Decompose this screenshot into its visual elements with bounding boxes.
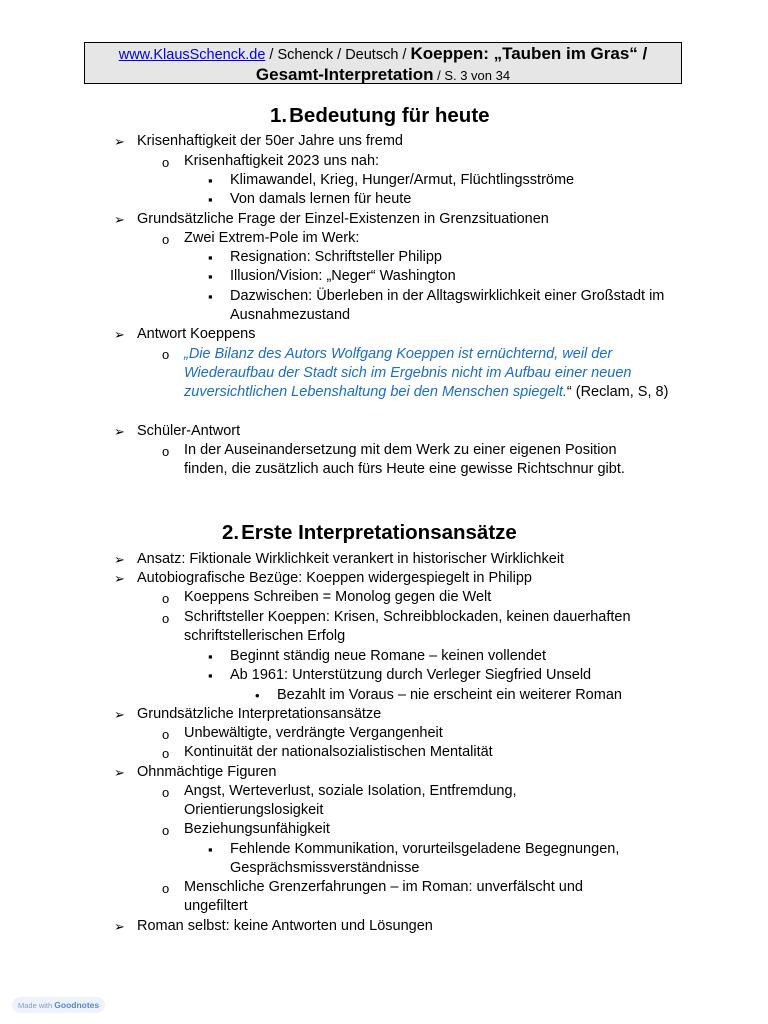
list-item: Koeppens Schreiben = Monolog gegen die Welt [184, 589, 492, 605]
header-path: / Schenck / Deutsch / [265, 47, 411, 63]
section-1-title: Bedeutung für heute [289, 104, 490, 127]
section-2-number: 2. [222, 521, 240, 544]
section-2-heading [222, 521, 517, 545]
list-item: Schüler-Antwort [137, 423, 241, 439]
circle-bullet-icon: o [162, 823, 170, 838]
goodnotes-badge [12, 997, 105, 1013]
circle-bullet-icon: o [162, 727, 170, 742]
circle-bullet-icon: o [162, 611, 170, 626]
list-item: Kontinuität der nationalsozialistischen Mentalität [184, 744, 493, 760]
circle-bullet-icon: o [162, 785, 170, 800]
circle-bullet-icon: o [162, 232, 170, 247]
list-item: Fehlende Kommunikation, vorurteilsgeladene Begegnungen, Gesprächsmissverständnisse [230, 841, 620, 877]
list-item: Grundsätzliche Interpretationsansätze [137, 706, 382, 722]
section-1-number: 1. [270, 104, 288, 127]
arrow-bullet-icon: ➢ [114, 424, 125, 439]
circle-bullet-icon: o [162, 881, 170, 896]
list-item: Unbewältigte, verdrängte Vergangenheit [184, 725, 443, 741]
square-bullet-icon: ▪ [208, 269, 213, 284]
list-item: Krisenhaftigkeit der 50er Jahre uns fremd [137, 133, 403, 149]
list-item: In der Auseinandersetzung mit dem Werk zu einer eigenen Position finden, die zusätzlich auch fürs Heute eine gewisse Richtschnur gibt. [184, 442, 625, 478]
badge-prefix: Made with [18, 1001, 53, 1010]
circle-bullet-icon: o [162, 591, 170, 606]
list-item: Bezahlt im Voraus – nie erscheint ein weiterer Roman [277, 687, 622, 703]
square-bullet-icon: ▪ [208, 668, 213, 683]
list-item: Krisenhaftigkeit 2023 uns nah: [184, 153, 380, 169]
circle-bullet-icon: o [162, 444, 170, 459]
list-item: Grundsätzliche Frage der Einzel-Existenzen in Grenzsituationen [137, 211, 549, 227]
badge-brand: Goodnotes [54, 1000, 100, 1010]
square-bullet-icon: ▪ [208, 192, 213, 207]
list-item: Antwort Koeppens [137, 326, 256, 342]
header-title-line2: Gesamt-Interpretation [255, 65, 434, 84]
arrow-bullet-icon: ➢ [114, 707, 125, 722]
arrow-bullet-icon: ➢ [114, 919, 125, 934]
circle-bullet-icon: o [162, 347, 170, 362]
list-item: Klimawandel, Krieg, Hunger/Armut, Flüchtlingsströme [230, 172, 575, 188]
list-item: Autobiografische Bezüge: Koeppen widergespiegelt in Philipp [137, 570, 532, 586]
square-bullet-icon: ▪ [208, 289, 213, 304]
arrow-bullet-icon: ➢ [114, 212, 125, 227]
circle-bullet-icon: o [162, 746, 170, 761]
page-header [84, 42, 682, 84]
square-bullet-icon: ▪ [208, 173, 213, 188]
square-bullet-icon: ▪ [208, 842, 213, 857]
header-title-line1: Koeppen: „Tauben im Gras“ / [410, 44, 648, 63]
section-1-heading [270, 104, 490, 128]
site-link[interactable]: www.KlausSchenck.de [118, 47, 266, 63]
dot-bullet-icon: • [255, 688, 260, 703]
list-item: Schriftsteller Koeppen: Krisen, Schreibblockaden, keinen dauerhaften schriftstellerischen Erfolg [184, 609, 631, 645]
list-item: Resignation: Schriftsteller Philipp [230, 249, 442, 265]
square-bullet-icon: ▪ [208, 649, 213, 664]
quote-source: “ (Reclam, S, 8) [566, 384, 669, 401]
list-item: Beziehungsunfähigkeit [184, 821, 330, 837]
quote-item [184, 345, 676, 403]
list-item: Dazwischen: Überleben in der Alltagswirklichkeit einer Großstadt im Ausnahmezustand [230, 288, 665, 324]
arrow-bullet-icon: ➢ [114, 134, 125, 149]
list-item: Menschliche Grenzerfahrungen – im Roman: unverfälscht und ungefiltert [184, 879, 583, 915]
arrow-bullet-icon: ➢ [114, 765, 125, 780]
list-item: Ab 1961: Unterstützung durch Verleger Siegfried Unseld [230, 667, 592, 683]
square-bullet-icon: ▪ [208, 250, 213, 265]
list-item: Illusion/Vision: „Neger“ Washington [230, 268, 456, 284]
list-item: Ohnmächtige Figuren [137, 764, 277, 780]
list-item: Angst, Werteverlust, soziale Isolation, Entfremdung, Orientierungslosigkeit [184, 783, 517, 819]
koeppen-quote: „Die Bilanz des Autors Wolfgang Koeppen ist ernüchternd, weil der Wiederaufbau der Stadt sich im Ergebnis nicht im Aufbau einer neuen zuversichtlichen Lebenshaltung bei den Menschen spiegelt. [184, 346, 632, 401]
arrow-bullet-icon: ➢ [114, 552, 125, 567]
list-item: Ansatz: Fiktionale Wirklichkeit verankert in historischer Wirklichkeit [137, 551, 565, 567]
list-item: Zwei Extrem-Pole im Werk: [184, 230, 360, 246]
list-item: Von damals lernen für heute [230, 191, 412, 207]
section-2-title: Erste Interpretationsansätze [241, 521, 517, 544]
circle-bullet-icon: o [162, 155, 170, 170]
list-item: Beginnt ständig neue Romane – keinen vollendet [230, 648, 547, 664]
arrow-bullet-icon: ➢ [114, 571, 125, 586]
arrow-bullet-icon: ➢ [114, 327, 125, 342]
header-page-info: / S. 3 von 34 [433, 68, 511, 83]
list-item: Roman selbst: keine Antworten und Lösungen [137, 918, 433, 934]
